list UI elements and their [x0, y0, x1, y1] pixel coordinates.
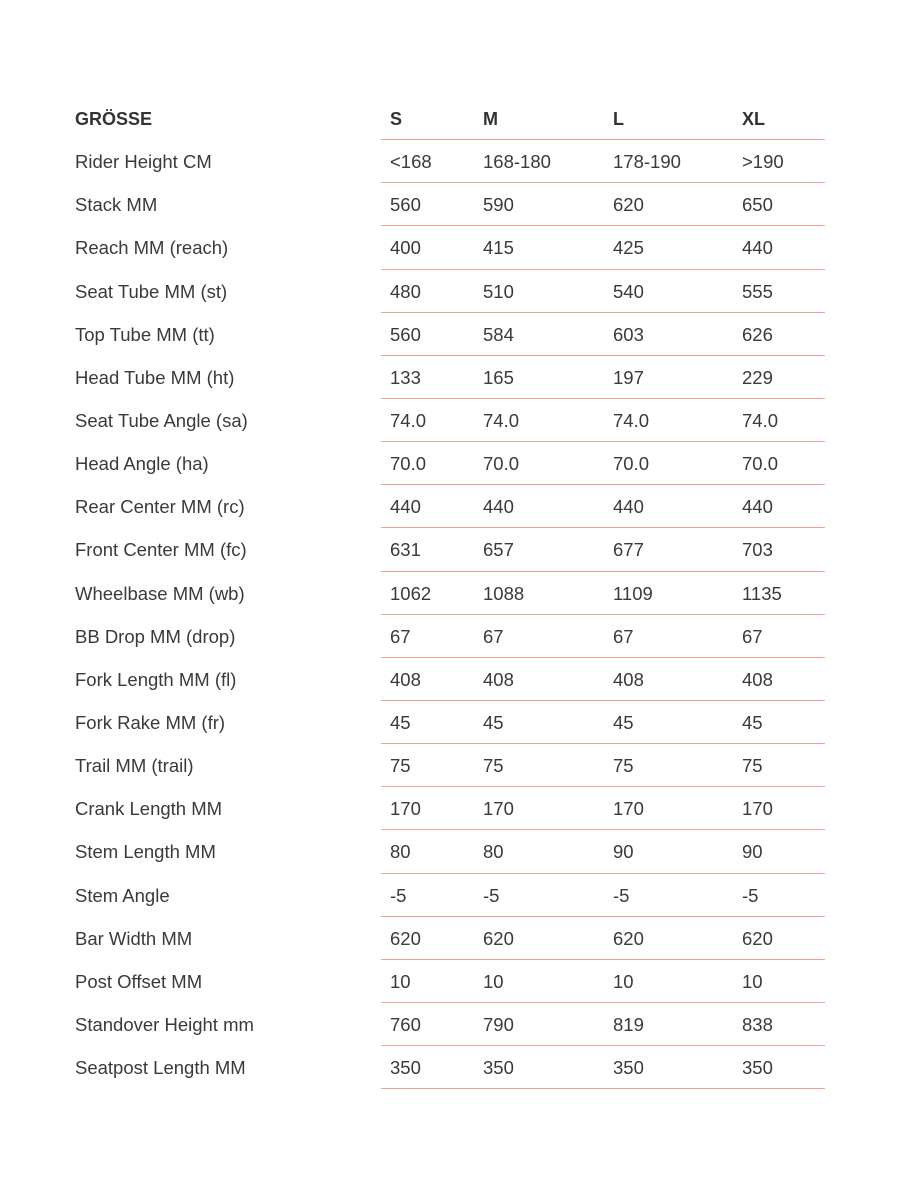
table-row	[0, 658, 900, 701]
table-cell: 70.0	[483, 453, 520, 475]
table-cell: 45	[613, 711, 634, 733]
table-cell: 67	[390, 625, 411, 647]
table-cell: 45	[742, 711, 763, 733]
table-header-row	[0, 97, 900, 140]
table-cell: 45	[390, 711, 411, 733]
table-cell: 90	[742, 841, 763, 863]
row-label: Seat Tube Angle (sa)	[75, 409, 248, 431]
row-label: Wheelbase MM (wb)	[75, 582, 245, 604]
table-cell: 67	[483, 625, 504, 647]
table-cell: 75	[390, 755, 411, 777]
table-row	[0, 270, 900, 313]
table-cell: 10	[613, 970, 634, 992]
table-cell: 620	[613, 927, 644, 949]
table-cell: 440	[390, 496, 421, 518]
size-column-header: S	[390, 109, 403, 129]
table-cell: -5	[483, 884, 500, 906]
table-row	[0, 226, 900, 269]
size-column-header: L	[613, 109, 624, 129]
row-label: Bar Width MM	[75, 927, 193, 949]
table-row	[0, 1046, 900, 1089]
table-cell: 560	[390, 194, 421, 216]
row-label: Head Angle (ha)	[75, 453, 209, 475]
table-cell: 133	[390, 366, 421, 388]
row-label: Fork Rake MM (fr)	[75, 711, 226, 733]
table-cell: 45	[483, 711, 504, 733]
table-cell: 440	[613, 496, 644, 518]
table-cell: 10	[390, 970, 411, 992]
table-cell: 178-190	[613, 151, 681, 173]
table-cell: 74.0	[613, 409, 650, 431]
table-cell: 165	[483, 366, 514, 388]
table-row	[0, 744, 900, 787]
table-cell: 425	[613, 237, 644, 259]
table-cell: 80	[390, 841, 411, 863]
table-cell: 75	[613, 755, 634, 777]
table-row	[0, 528, 900, 571]
table-cell: 584	[483, 323, 514, 345]
table-cell: -5	[390, 884, 407, 906]
table-cell: 631	[390, 539, 421, 561]
table-cell: 67	[613, 625, 634, 647]
row-label: Seat Tube MM (st)	[75, 280, 228, 302]
table-cell: -5	[613, 884, 630, 906]
table-cell: 350	[742, 1057, 773, 1079]
size-column-header: M	[483, 109, 498, 129]
row-label: Stem Angle	[75, 884, 170, 906]
table-cell: 657	[483, 539, 514, 561]
table-cell: 408	[390, 668, 421, 690]
row-label: Crank Length MM	[75, 798, 223, 820]
table-row	[0, 615, 900, 658]
row-label: BB Drop MM (drop)	[75, 625, 236, 647]
table-cell: 170	[742, 798, 773, 820]
table-row	[0, 874, 900, 917]
table-cell: 1109	[613, 582, 653, 604]
table-row	[0, 960, 900, 1003]
table-row	[0, 313, 900, 356]
table-cell: 70.0	[390, 453, 427, 475]
table-cell: 440	[483, 496, 514, 518]
table-cell: 1062	[390, 582, 432, 604]
table-cell: 760	[390, 1013, 421, 1035]
table-cell: 440	[742, 237, 773, 259]
table-cell: 603	[613, 323, 644, 345]
table-cell: 400	[390, 237, 421, 259]
size-header-label: GRÖSSE	[75, 109, 153, 129]
table-row	[0, 572, 900, 615]
table-body	[0, 140, 900, 1089]
table-row	[0, 1003, 900, 1046]
table-cell: 838	[742, 1013, 773, 1035]
table-cell: 170	[613, 798, 644, 820]
row-label: Trail MM (trail)	[75, 755, 194, 777]
table-cell: 408	[483, 668, 514, 690]
table-cell: 510	[483, 280, 514, 302]
table-cell: 90	[613, 841, 634, 863]
table-row	[0, 485, 900, 528]
table-cell: 440	[742, 496, 773, 518]
row-label: Standover Height mm	[75, 1013, 254, 1035]
table-cell: 80	[483, 841, 504, 863]
table-cell: >190	[742, 151, 784, 173]
table-cell: 555	[742, 280, 773, 302]
row-label: Stem Length MM	[75, 841, 216, 863]
table-cell: 626	[742, 323, 773, 345]
table-cell: 1135	[742, 582, 782, 604]
table-cell: 703	[742, 539, 773, 561]
table-cell: 480	[390, 280, 421, 302]
table-cell: 350	[483, 1057, 514, 1079]
row-label: Head Tube MM (ht)	[75, 366, 235, 388]
table-cell: 10	[483, 970, 504, 992]
table-row	[0, 442, 900, 485]
row-divider	[381, 1088, 825, 1089]
table-cell: 620	[613, 194, 644, 216]
row-label: Seatpost Length MM	[75, 1057, 246, 1079]
table-cell: 560	[390, 323, 421, 345]
table-row	[0, 917, 900, 960]
table-cell: 620	[390, 927, 421, 949]
row-label: Rear Center MM (rc)	[75, 496, 245, 518]
table-cell: <168	[390, 151, 432, 173]
table-cell: 70.0	[742, 453, 779, 475]
table-cell: 620	[742, 927, 773, 949]
table-cell: 75	[483, 755, 504, 777]
table-cell: 74.0	[390, 409, 427, 431]
table-row	[0, 140, 900, 183]
row-label: Fork Length MM (fl)	[75, 668, 237, 690]
row-label: Top Tube MM (tt)	[75, 323, 215, 345]
table-cell: 168-180	[483, 151, 551, 173]
table-row	[0, 356, 900, 399]
table-cell: 170	[483, 798, 514, 820]
table-row	[0, 183, 900, 226]
table-cell: 540	[613, 280, 644, 302]
table-cell: 67	[742, 625, 763, 647]
table-cell: 350	[390, 1057, 421, 1079]
table-row	[0, 787, 900, 830]
table-cell: 75	[742, 755, 763, 777]
row-label: Post Offset MM	[75, 970, 203, 992]
table-cell: 74.0	[742, 409, 779, 431]
row-label: Rider Height CM	[75, 151, 212, 173]
size-column-header: XL	[742, 109, 766, 129]
table-cell: 650	[742, 194, 773, 216]
table-cell: 620	[483, 927, 514, 949]
table-cell: 590	[483, 194, 514, 216]
table-cell: 350	[613, 1057, 644, 1079]
table-cell: 677	[613, 539, 644, 561]
row-label: Front Center MM (fc)	[75, 539, 247, 561]
table-cell: 415	[483, 237, 514, 259]
table-row	[0, 399, 900, 442]
table-cell: 1088	[483, 582, 525, 604]
table-cell: 74.0	[483, 409, 520, 431]
table-cell: 229	[742, 366, 773, 388]
table-cell: -5	[742, 884, 759, 906]
table-cell: 408	[613, 668, 644, 690]
table-cell: 408	[742, 668, 773, 690]
table-cell: 790	[483, 1013, 514, 1035]
table-cell: 10	[742, 970, 763, 992]
table-row	[0, 830, 900, 873]
table-cell: 70.0	[613, 453, 650, 475]
table-cell: 170	[390, 798, 421, 820]
row-label: Stack MM	[75, 194, 158, 216]
table-cell: 819	[613, 1013, 644, 1035]
geometry-table	[0, 97, 900, 1089]
table-cell: 197	[613, 366, 644, 388]
row-label: Reach MM (reach)	[75, 237, 229, 259]
table-row	[0, 701, 900, 744]
